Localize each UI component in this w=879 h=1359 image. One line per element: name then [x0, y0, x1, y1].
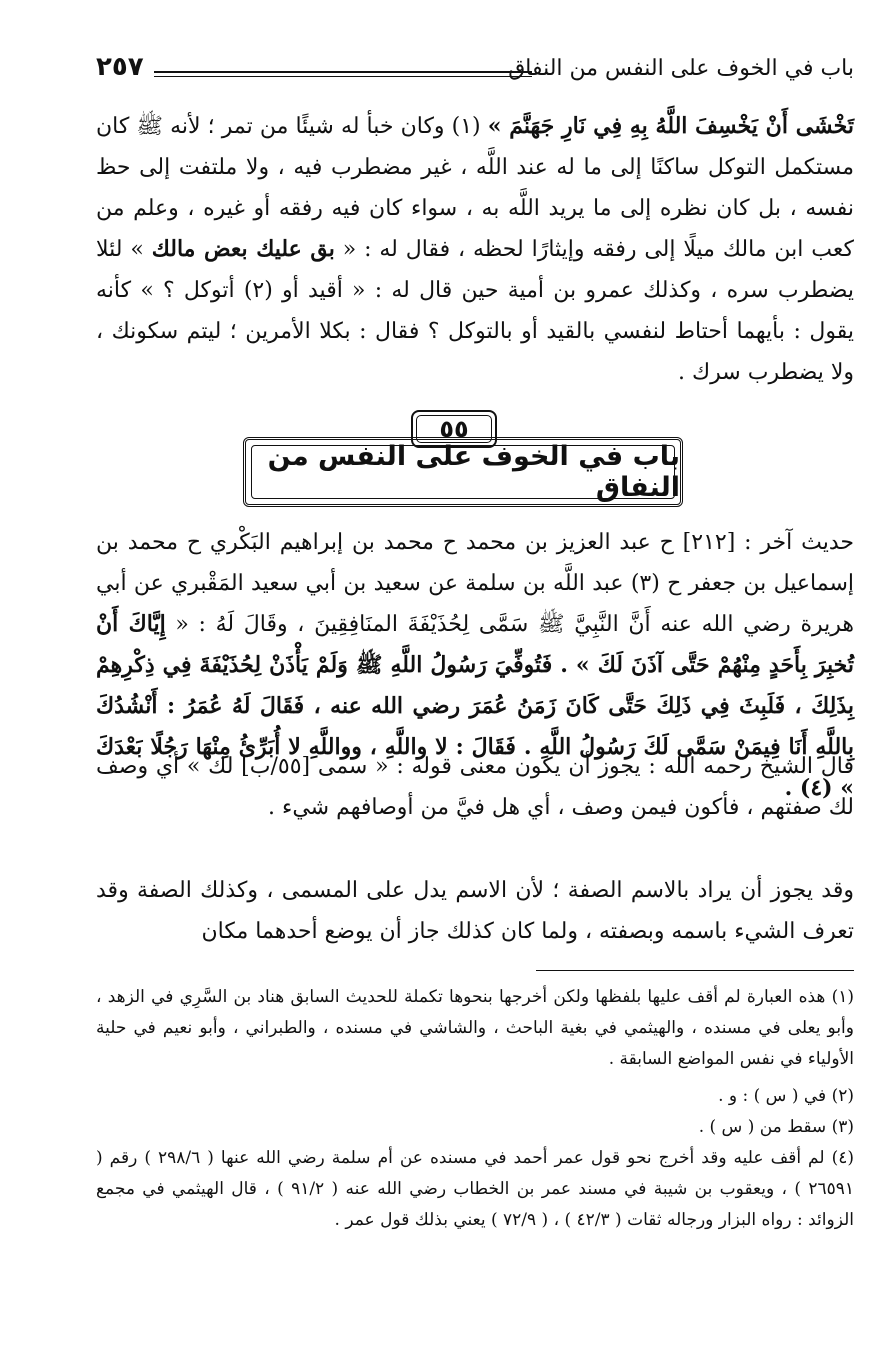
- page-number: ٢٥٧: [96, 52, 144, 82]
- quranic-quote: تَخْشَى أَنْ يَخْسِفَ اللَّهُ بِهِ فِي نَارِ جَهَنَّمَ »: [487, 113, 854, 139]
- footnotes: [96, 982, 854, 1236]
- footnote: (١) هذه العبارة لم أقف عليها بلفظها ولكن أخرجها بنحوها تكملة للحديث السابق هناد بن السَّرِي في الزهد ، وأبو يعلى في مسنده ، والهيثمي في بغية الباحث ، والشاشي في مسنده ، والطبراني ، وأبو نعيم في حلية الأولياء في نفس المواضع السابقة .: [96, 987, 854, 1069]
- hadith-quote: بق عليك بعض مالك: [151, 236, 335, 262]
- commentary-paragraph: [96, 870, 854, 952]
- running-title: باب في الخوف على النفس من النفاق: [508, 56, 854, 81]
- chapter-number: ٥٥: [439, 415, 469, 443]
- chapter-title-frame: [243, 437, 683, 507]
- commentary-text: وقد يجوز أن يراد بالاسم الصفة ؛ لأن الاسم يدل على المسمى ، وكذلك الصفة وقد تعرف الشيء باسمه وبصفته ، ولما كان كذلك جاز أن يوضع أحدهما مكان: [96, 878, 854, 944]
- footnote-separator: [536, 970, 854, 971]
- running-header: [96, 52, 854, 92]
- opening-paragraph: [96, 106, 854, 393]
- header-rule: [154, 71, 532, 77]
- footnote: (٣) سقط من ( س ) .: [698, 1117, 854, 1137]
- hadith-quote: إِيَّاكَ أَنْ تُخبِرَ بِأَحَدٍ مِنْهُمْ حَتَّى آذَنَ لَكَ: [96, 611, 854, 678]
- hadith-narrative: » . فَتُوفِّيَ رَسُولُ اللَّهِ ﷺ وَلَمْ يَأْذَنْ لِحُذَيْفَةَ فِي ذِكْرِهِمْ بِذَلِكَ ، فَلَبِثَ فِي ذَلِكَ حَتَّى كَانَ زَمَنُ عُمَرَ رضي الله عنه ، فَقَالَ لَهُ عُمَرُ : أَنْشُدُكَ بِاللَّهِ أَنَا فِيمَنْ سَمَّى لَكَ رَسُولُ اللَّهِ . فَقَالَ : لا واللَّهِ ، وواللَّهِ لا أُبَرِّئُ مِنْهَا رَجُلًا بَعْدَكَ » (٤) .: [96, 652, 854, 801]
- commentary-text: قال الشيخ رحمه الله : يجوز أن يكون معنى قوله : « سمى [٥٥/ب] لك » أي وصف لك صفتهم ، فأكون فيمن وصف ، أي هل فيَّ من أوصافهم شيء .: [96, 754, 855, 820]
- footnote: (٤) لم أقف عليه وقد أخرج نحو قول عمر أحمد في مسنده عن أم سلمة رضي الله عنها ( ٢٩٨/٦ ) رقم ( ٢٦٥٩١ ) ، ويعقوب بن شيبة في مسند عمر بن الخطاب رضي الله عنه ( ٩١/٢ ) ، قال الهيثمي في مجمع الزوائد : رواه البزار ورجاله ثقات ( ٤٢/٣ ) ، ( ٧٢/٩ ) يعني بذلك قول عمر .: [96, 1148, 854, 1230]
- commentary-paragraph: [96, 746, 854, 828]
- paragraph-text: » لئلا يضطرب سره ، وكذلك عمرو بن أمية حين قال له : « أقيد أو (٢) أتوكل ؟ » كأنه يقول : بأيهما أحتاط لنفسي بالقيد أو بالتوكل ؟ فقال : بكلا الأمرين ؛ ليتم سكونك ، ولا يضطرب سرك .: [96, 237, 854, 385]
- footnote: (٢) في ( س ) : و .: [718, 1086, 854, 1106]
- paragraph-text: (١) وكان خبأ له شيئًا من تمر ؛ لأنه ﷺ كان مستكمل التوكل ساكنًا إلى ما له عند اللَّه ، غير مضطرب فيه ، ولا ملتفت إلى حظ نفسه ، بل كان نظره إلى ما يريد اللَّه به ، سواء كان فيه رفقه أو غيره ، وعلم من كعب ابن مالك ميلًا إلى رفقه وإيثارًا لحظه ، فقال له : «: [96, 114, 854, 262]
- chapter-title: باب في الخوف على النفس من النفاق: [267, 441, 680, 503]
- hadith-chain: حديث آخر : [٢١٢] ح عبد العزيز بن محمد ح محمد بن إبراهيم البَكْري ح محمد بن إسماعيل بن جعفر ح (٣) عبد اللَّه بن سلمة عن سعيد بن أبي سعيد المَقْبري عن أبي هريرة رضي الله عنه أَنَّ النَّبِيَّ ﷺ سَمَّى لِحُذَيْفَةَ المنَافِقِينَ ، وقَالَ لَهُ : «: [96, 530, 855, 637]
